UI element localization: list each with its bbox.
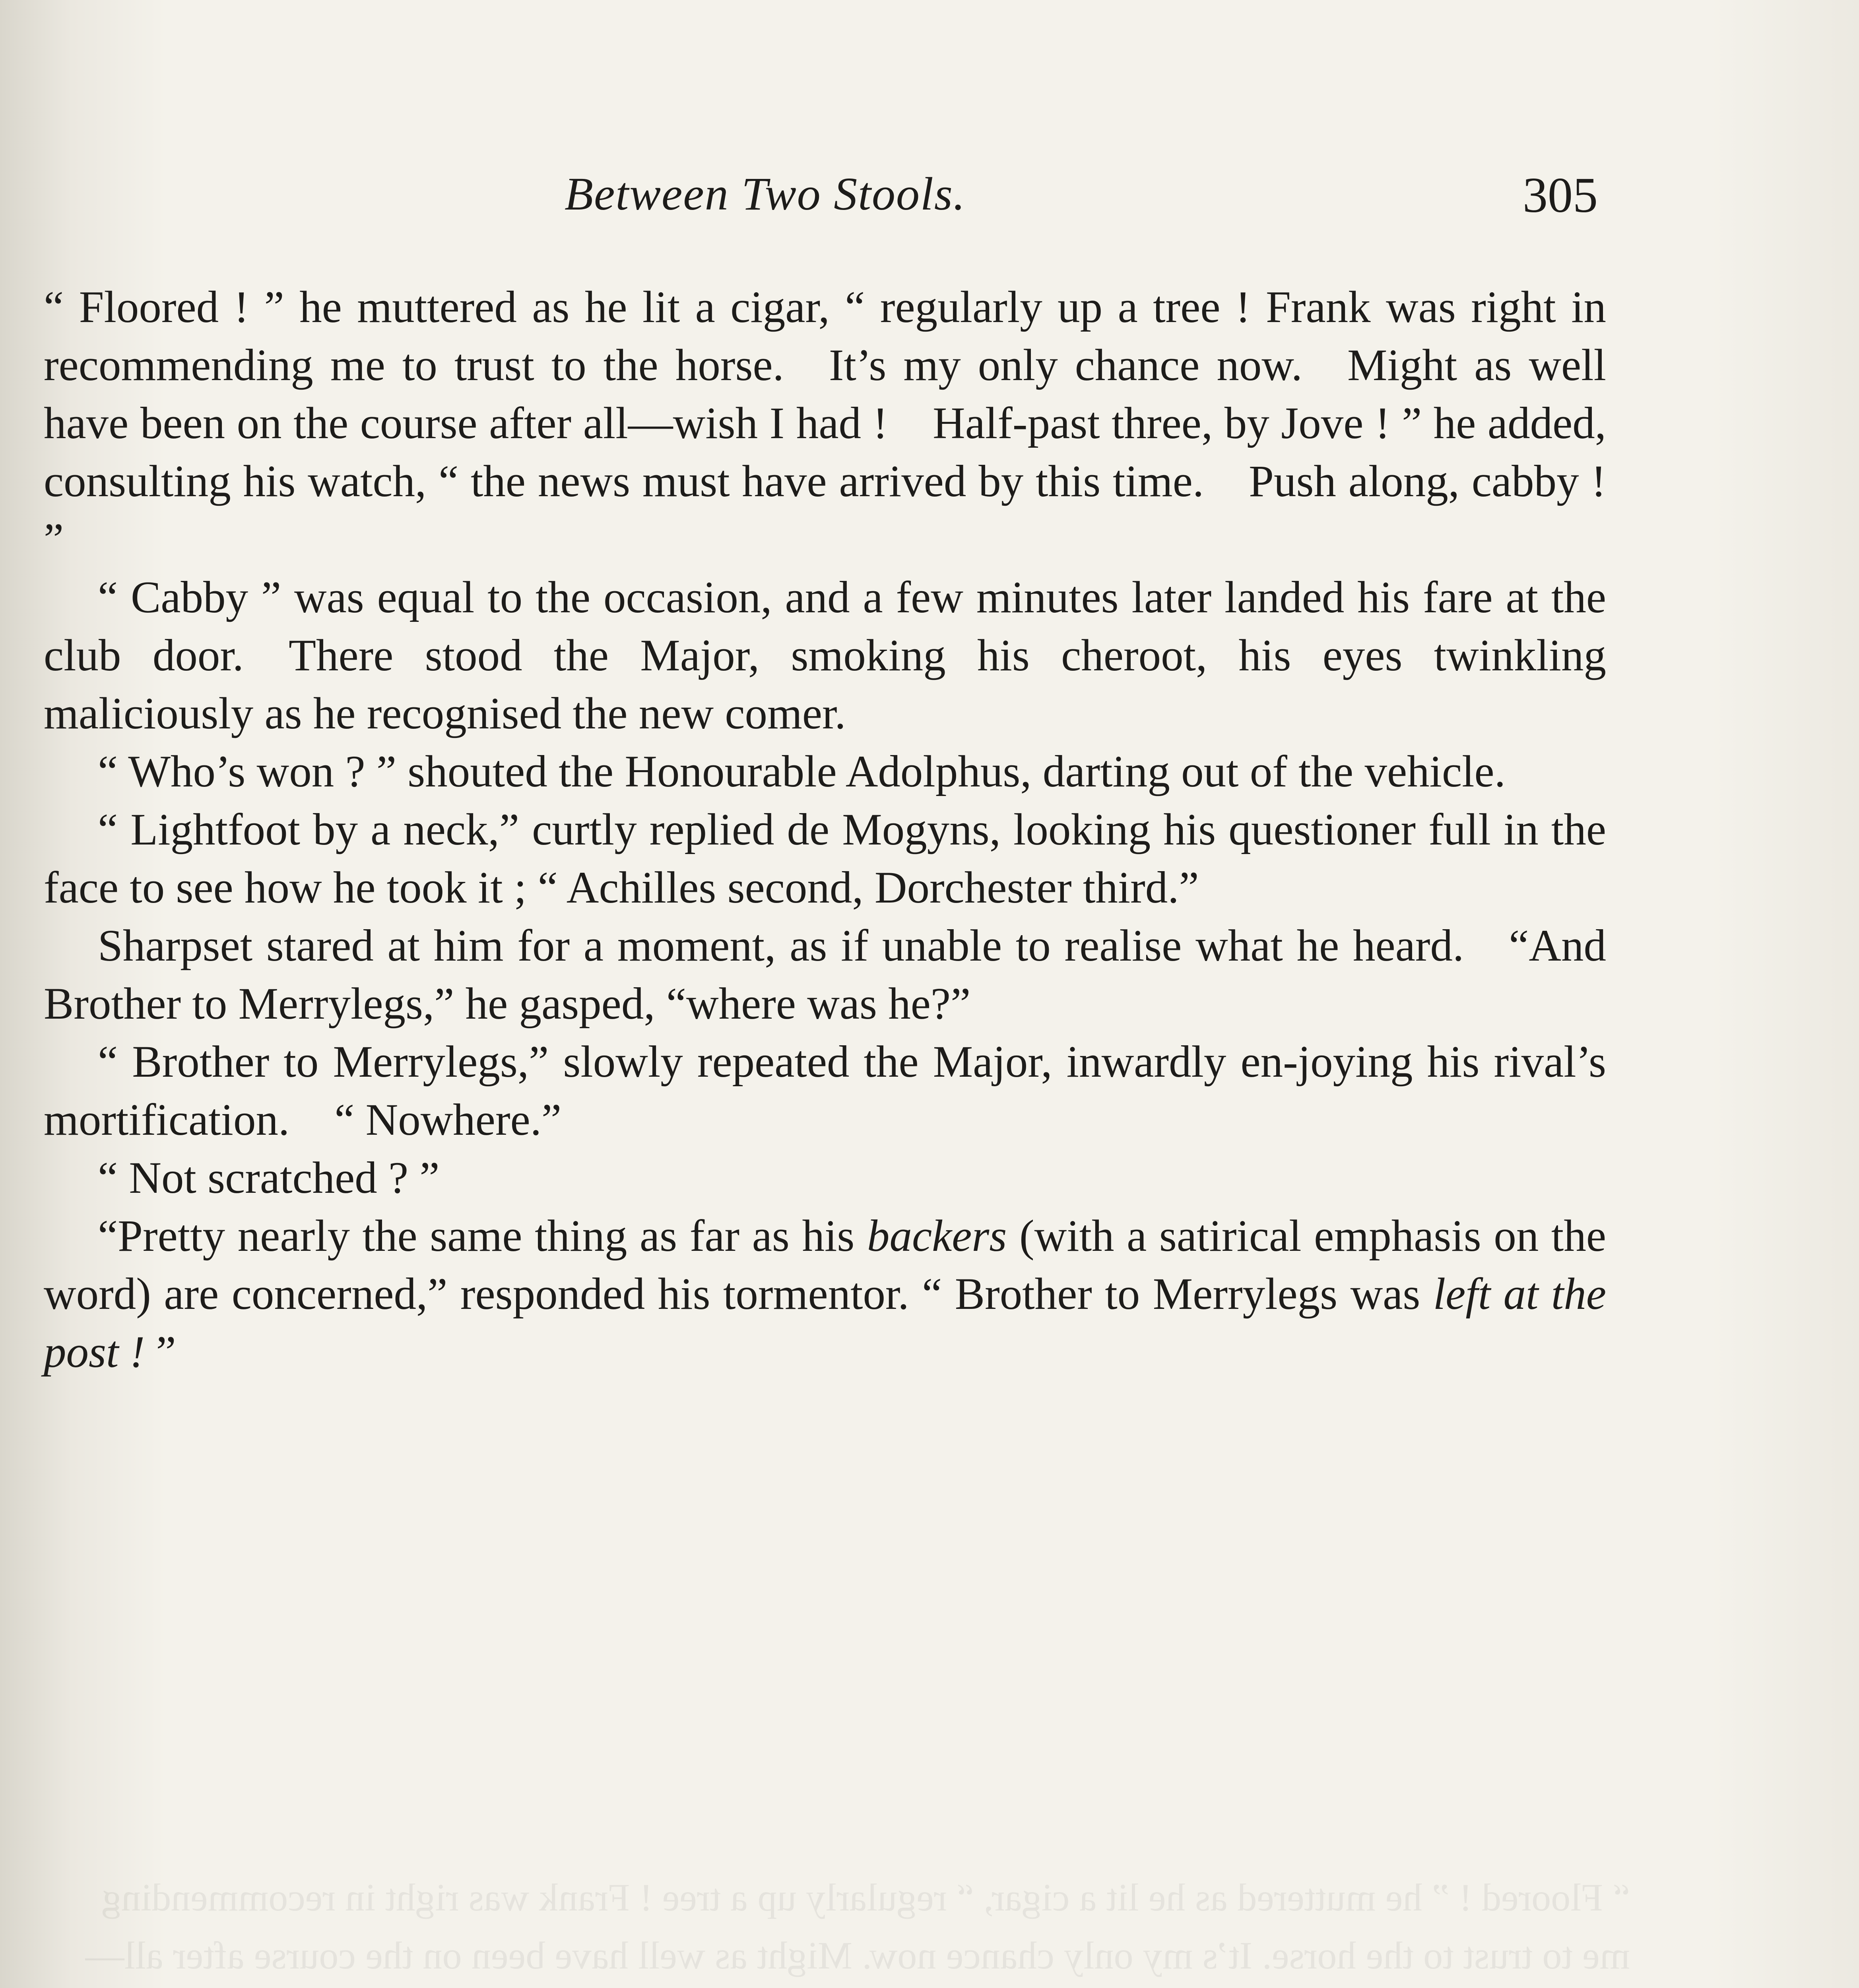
paragraph-4: “ Lightfoot by a neck,” curtly replied de Mogyns, looking his questioner full in the face to see how he took it ; “ Achilles second, Dorchester third.” — [44, 805, 1606, 912]
paragraph-8-part-3: ” — [145, 1327, 176, 1377]
page-number: 305 — [1523, 168, 1598, 223]
paragraph-1: “ Floored ! ” he muttered as he lit a cigar, “ regularly up a tree ! Frank was right in recommending me to trust to the horse. It’s my only chance now. Might as well have been on the course after all—wish I had ! Half-past three, by Jove ! ” he added, consulting his watch, “ the news must have arrived by this time. Push along, cabby ! ” — [44, 282, 1606, 564]
paragraph-2: “ Cabby ” was equal to the occasion, and a few minutes later landed his fare at the club door. There stood the Major, smoking his cheroot, his eyes twinkling maliciously as he recognised the new comer. — [44, 573, 1606, 738]
bleed-through-lower: “ Floored ! ” he muttered as he lit a cigar, “ regularly up a tree ! Frank was right in recommending me to trust to the horse. It’s my only chance now. Might as well have been on the course after all— — [85, 1876, 1630, 1977]
main-text — [44, 278, 1606, 1381]
paragraph-8-part-2: (with a satirical emphasis on the word) are concerned,” responded his tormentor. “ Brother to Merrylegs was — [44, 1211, 1606, 1319]
italic-backers: backers — [867, 1211, 1007, 1261]
running-head: Between Two Stools. — [565, 168, 966, 220]
paragraph-8-part-1: “Pretty nearly the same thing as far as his — [98, 1211, 867, 1261]
paragraph-7: “ Not scratched ? ” — [98, 1153, 440, 1203]
paragraph-3: “ Who’s won ? ” shouted the Honourable Adolphus, darting out of the vehicle. — [98, 747, 1506, 796]
paragraph-5: Sharpset stared at him for a moment, as if unable to realise what he heard. “And Brother to Merrylegs,” he gasped, “where was he?” — [44, 921, 1606, 1029]
paragraph-8 — [44, 1207, 1606, 1381]
paragraph-6: “ Brother to Merrylegs,” slowly repeated the Major, inwardly en-joying his rival’s mortification. “ Nowhere.” — [44, 1037, 1606, 1145]
italic-left-at-the-post: left at the post ! — [44, 1269, 1606, 1377]
